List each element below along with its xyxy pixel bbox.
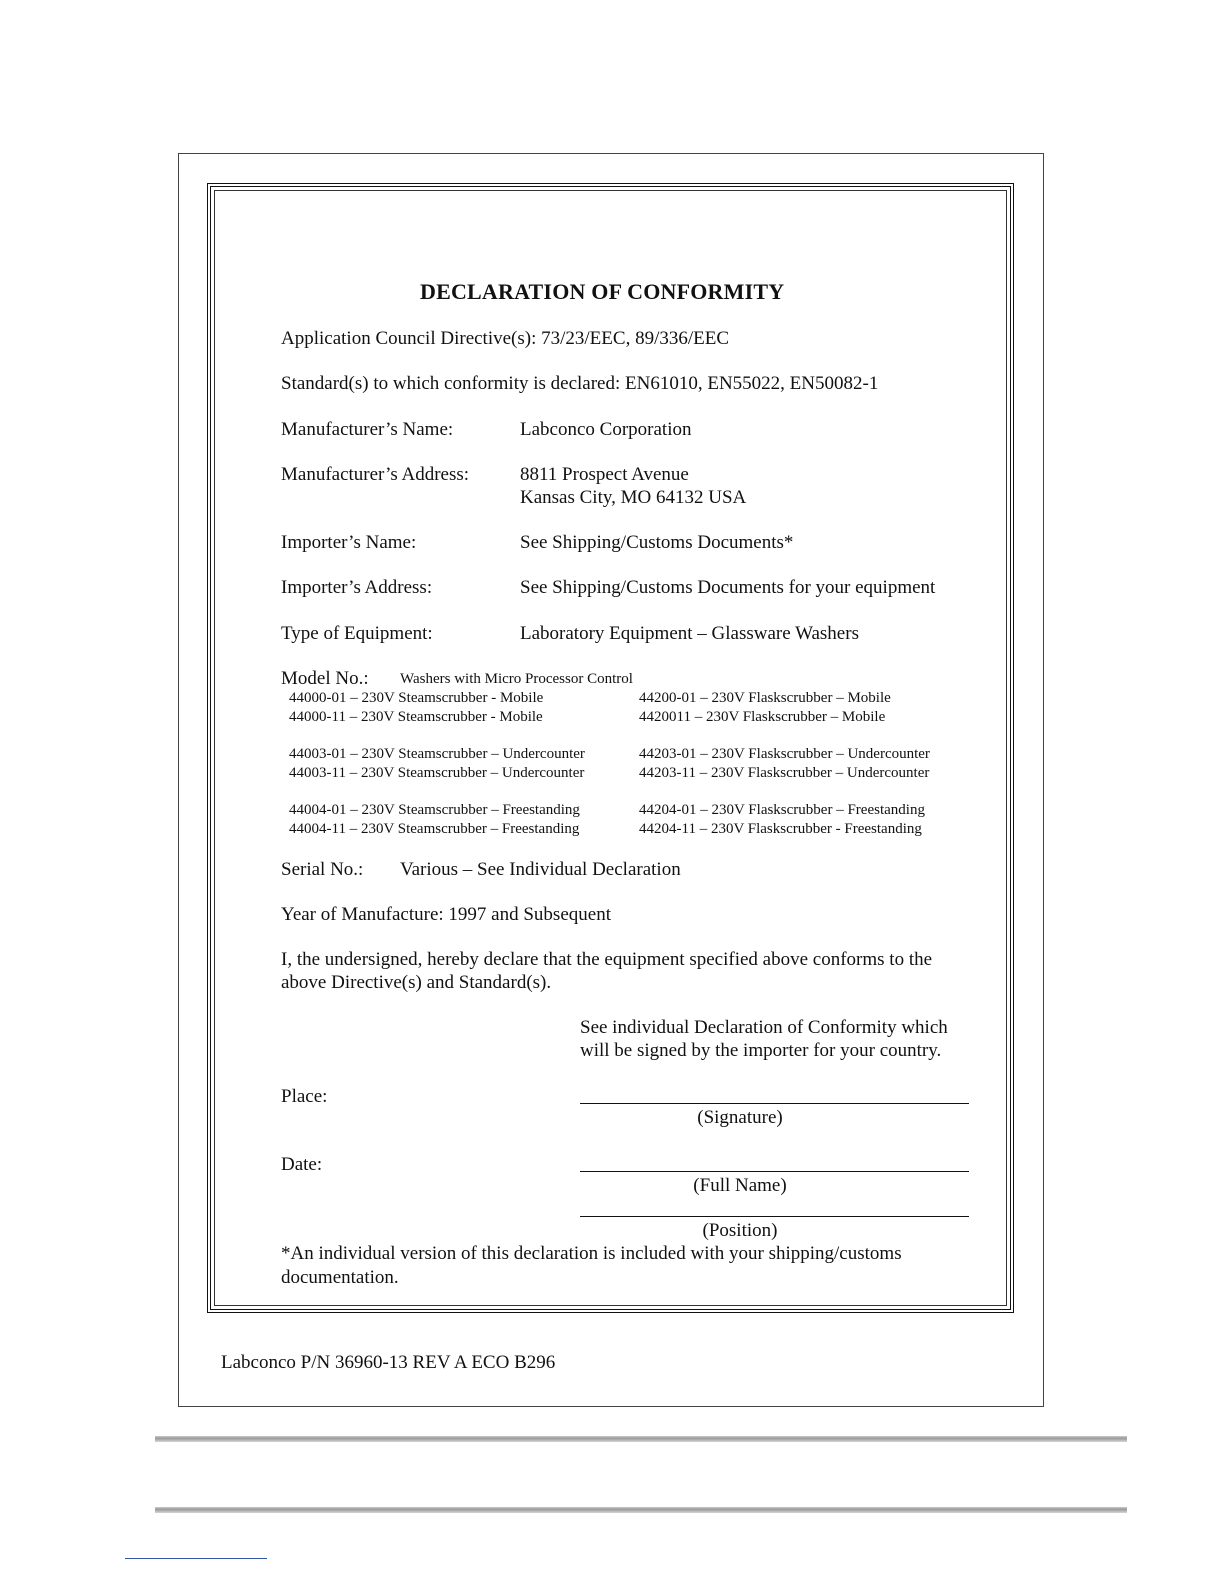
model-item: 44203-11 – 230V Flaskscrubber – Undercounter (639, 765, 930, 781)
document-title: DECLARATION OF CONFORMITY (420, 279, 785, 304)
serial-value: Various – See Individual Declaration (400, 859, 681, 880)
equipment-type: Laboratory Equipment – Glassware Washers (520, 623, 859, 644)
page-rule-top (155, 1436, 1127, 1442)
directives-line: Application Council Directive(s): 73/23/EEC, 89/336/EEC (281, 328, 730, 349)
importer-address-label: Importer’s Address: (281, 577, 433, 598)
model-item: 44000-01 – 230V Steamscrubber - Mobile (289, 690, 544, 706)
standards-line: Standard(s) to which conformity is declared: EN61010, EN55022, EN50082-1 (281, 373, 879, 394)
importer-name-label: Importer’s Name: (281, 532, 417, 553)
signature-line (580, 1103, 969, 1104)
full-name-caption: (Full Name) (693, 1175, 787, 1196)
part-number: Labconco P/N 36960-13 REV A ECO B296 (221, 1352, 556, 1373)
manufacturer-address-line2: Kansas City, MO 64132 USA (520, 487, 747, 508)
position-caption: (Position) (702, 1220, 778, 1241)
serial-label: Serial No.: (281, 859, 364, 880)
importer-address: See Shipping/Customs Documents for your equipment (520, 577, 936, 598)
importer-name: See Shipping/Customs Documents* (520, 532, 794, 553)
declaration-line2: above Directive(s) and Standard(s). (281, 972, 552, 993)
date-label: Date: (281, 1154, 323, 1175)
model-item: 44204-01 – 230V Flaskscrubber – Freestanding (639, 802, 925, 818)
page-rule-bottom (155, 1507, 1127, 1513)
model-item: 44200-01 – 230V Flaskscrubber – Mobile (639, 690, 891, 706)
manufacturer-name: Labconco Corporation (520, 419, 692, 440)
footnote-line1: *An individual version of this declaration is included with your shipping/customs (281, 1243, 902, 1264)
importer-note-line2: will be signed by the importer for your country. (580, 1040, 942, 1061)
signature-caption: (Signature) (697, 1107, 783, 1128)
manufacturer-address-line1: 8811 Prospect Avenue (520, 464, 689, 485)
model-item: 44004-01 – 230V Steamscrubber – Freestanding (289, 802, 580, 818)
model-subtitle: Washers with Micro Processor Control (400, 671, 633, 687)
model-item: 44003-11 – 230V Steamscrubber – Undercounter (289, 765, 585, 781)
place-label: Place: (281, 1086, 328, 1107)
importer-note-line1: See individual Declaration of Conformity which (580, 1017, 948, 1038)
declaration-line1: I, the undersigned, hereby declare that the equipment specified above conforms to the (281, 949, 933, 970)
model-item: 44004-11 – 230V Steamscrubber – Freestanding (289, 821, 580, 837)
footer-link-underline (125, 1558, 267, 1559)
model-item: 4420011 – 230V Flaskscrubber – Mobile (639, 709, 886, 725)
equipment-type-label: Type of Equipment: (281, 623, 433, 644)
model-item: 44203-01 – 230V Flaskscrubber – Undercounter (639, 746, 930, 762)
footnote-line2: documentation. (281, 1267, 399, 1288)
model-item: 44000-11 – 230V Steamscrubber - Mobile (289, 709, 543, 725)
manufacturer-address-label: Manufacturer’s Address: (281, 464, 470, 485)
model-item: 44204-11 – 230V Flaskscrubber - Freestanding (639, 821, 922, 837)
year-of-manufacture: Year of Manufacture: 1997 and Subsequent (281, 904, 611, 925)
manufacturer-name-label: Manufacturer’s Name: (281, 419, 454, 440)
model-label: Model No.: (281, 668, 369, 689)
model-item: 44003-01 – 230V Steamscrubber – Undercounter (289, 746, 585, 762)
position-line (580, 1216, 969, 1217)
full-name-line (580, 1171, 969, 1172)
